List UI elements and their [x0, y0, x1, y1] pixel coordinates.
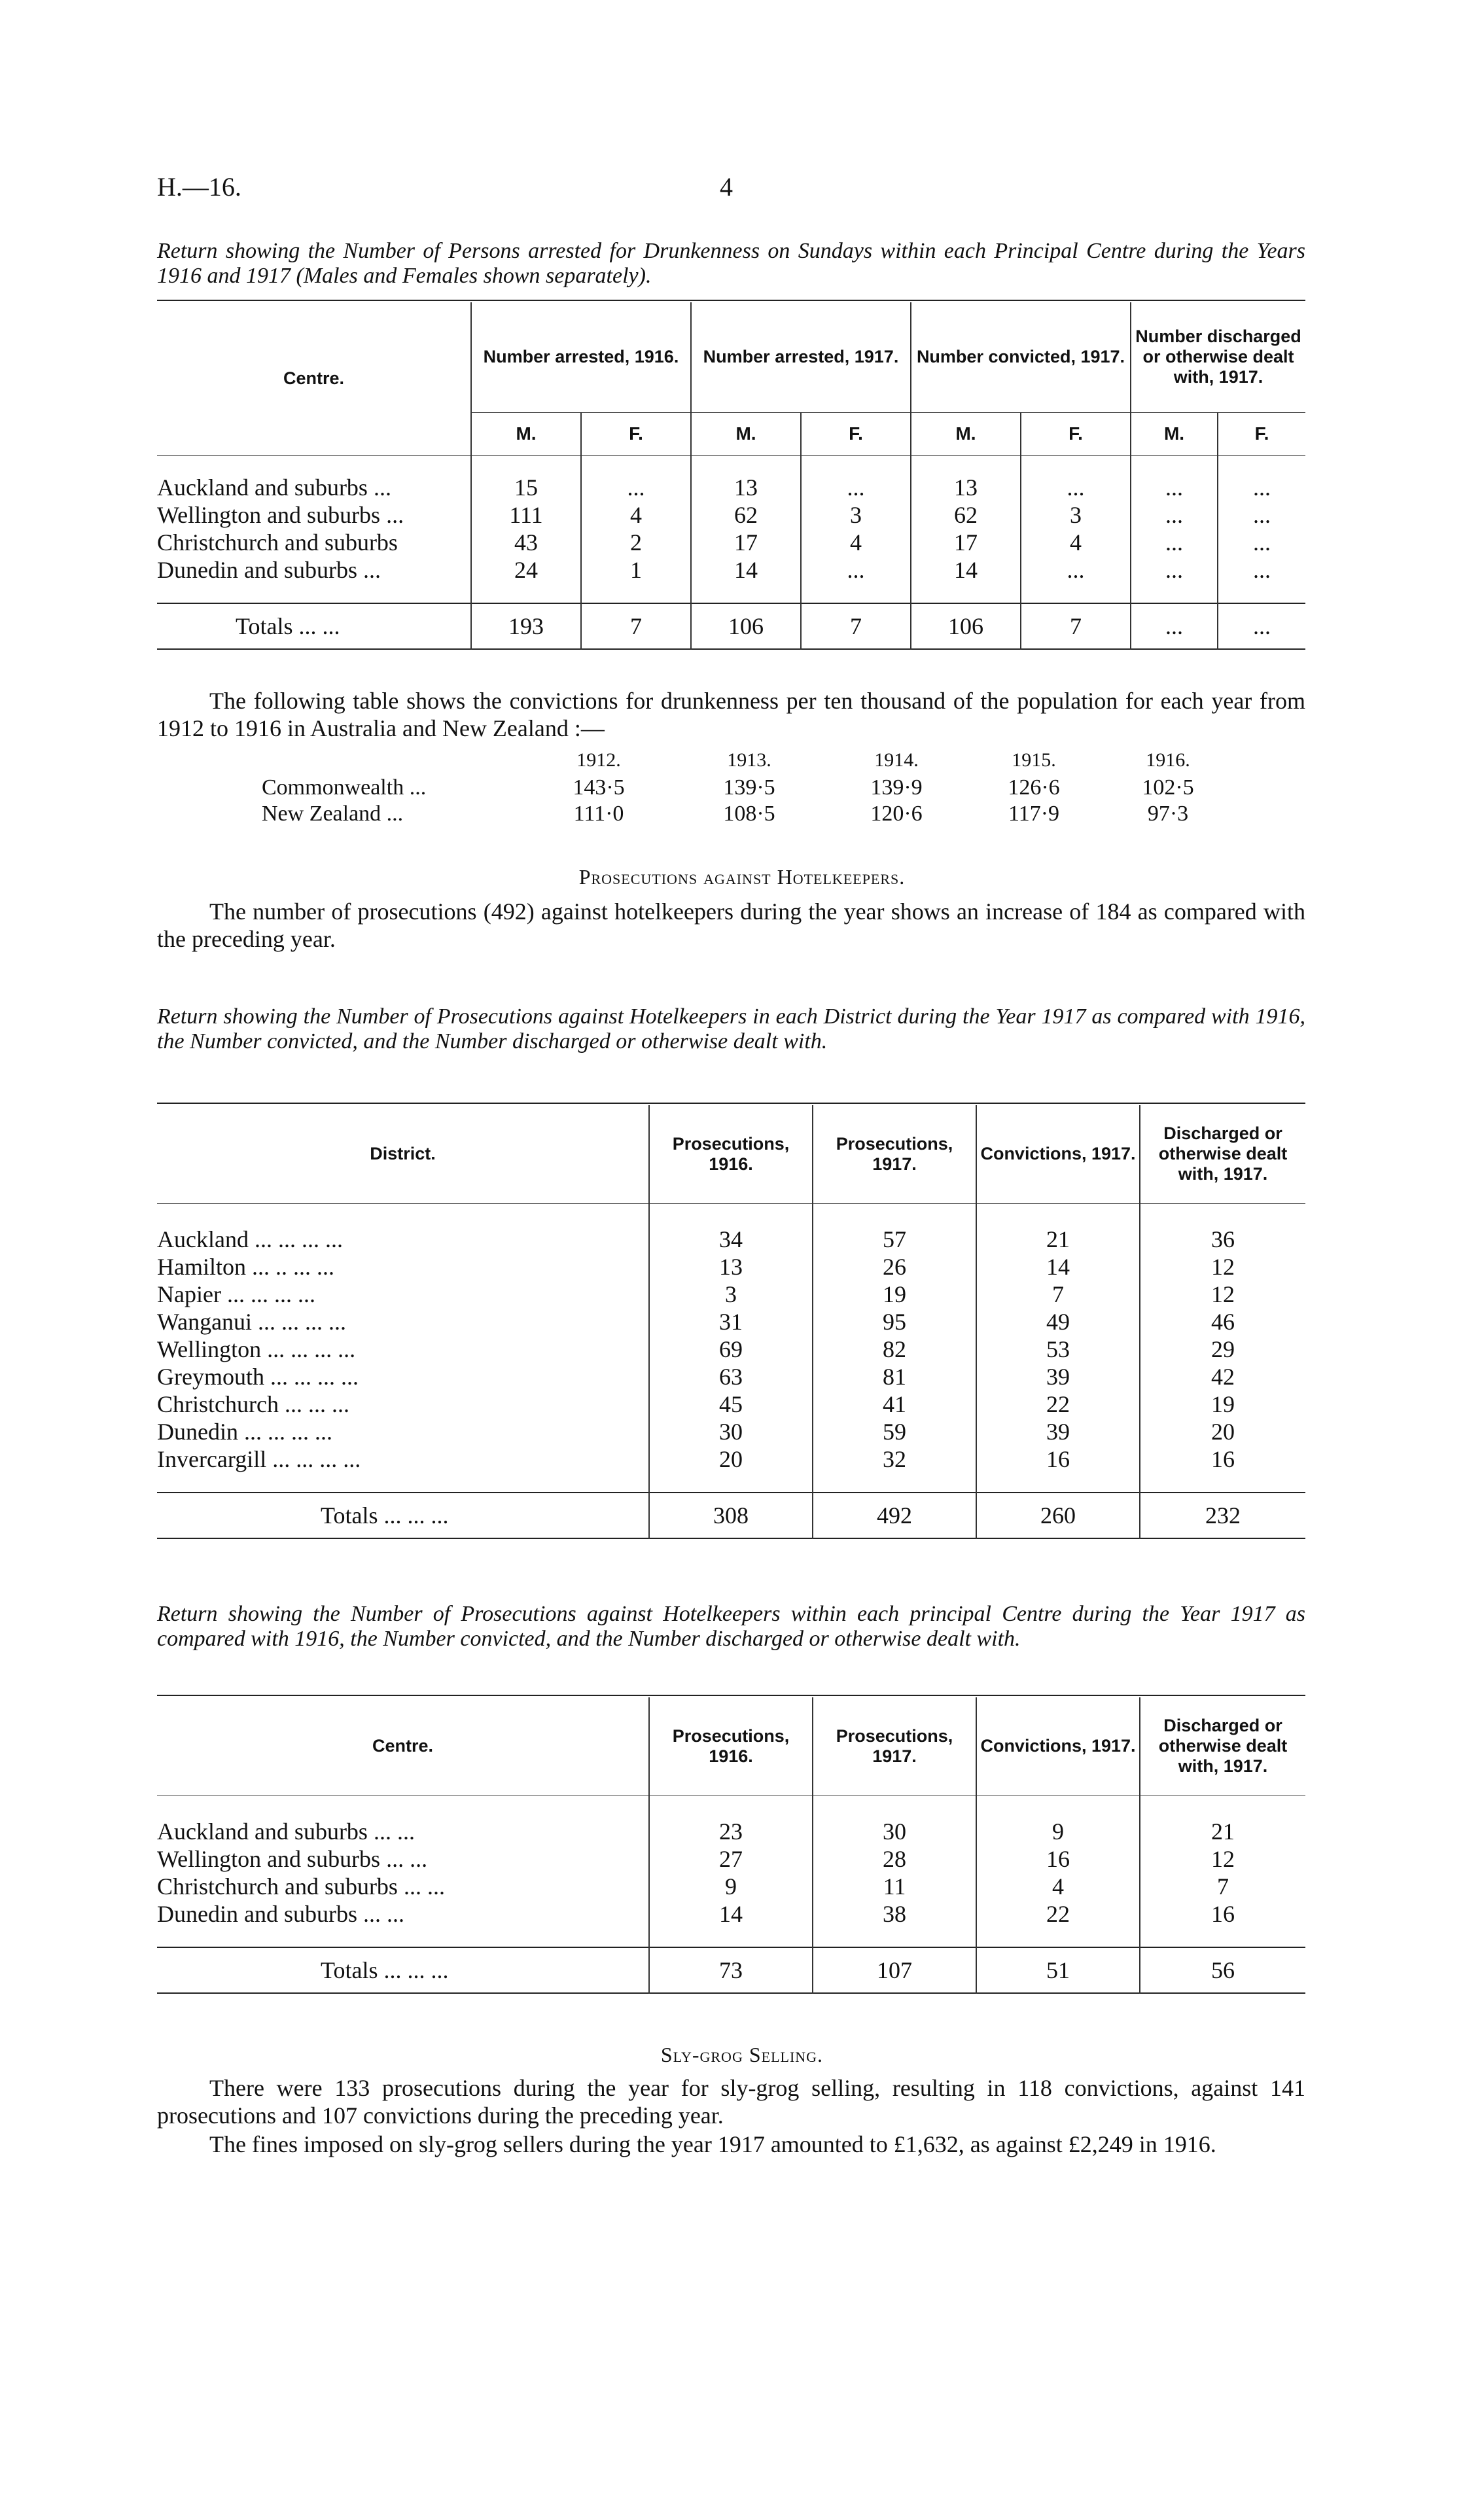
- table-row: Christchurch and suburbs 43 2 17 4 17 4 ... ...: [157, 529, 1305, 556]
- table-row: Christchurch ... ... ... 45 41 22 19: [157, 1390, 1305, 1418]
- prosecutions-heading: Prosecutions against Hotelkeepers.: [578, 865, 906, 889]
- rates-value: 126·6: [1008, 775, 1060, 800]
- table2-caption: Return showing the Number of Prosecutions against Hotelkeepers in each District during the Year 1917 as compared with 1916, the Number convicted, and the Number discharged or otherwise dealt with.: [157, 1004, 1305, 1053]
- table1-f: F.: [581, 412, 691, 455]
- table1-caption: Return showing the Number of Persons arrested for Drunkenness on Sundays within each Principal Centre during the Years 1916 and 1917 (Males and Females shown separately).: [157, 239, 1305, 288]
- table1-f: F.: [801, 412, 911, 455]
- table-row: Invercargill ... ... ... ... 20 32 16 16: [157, 1445, 1305, 1473]
- page-number: 4: [720, 172, 733, 202]
- slygrog-paragraph-2: The fines imposed on sly-grog sellers during the year 1917 amounted to £1,632, as against £2,249 in 1916.: [209, 2131, 1216, 2157]
- rates-row-label: New Zealand ...: [262, 802, 404, 826]
- rates-intro: The following table shows the convictions for drunkenness per ten thousand of the population for each year from 1912 to 1916 in Australia and New Zealand :—: [157, 688, 1305, 741]
- table-row: Christchurch and suburbs ... ... 9 11 4 7: [157, 1873, 1305, 1900]
- table1-col-arrested-1916: Number arrested, 1916.: [471, 302, 691, 412]
- rates-value: 102·5: [1142, 775, 1194, 800]
- rates-value: 111·0: [573, 802, 624, 826]
- rates-value: 143·5: [573, 775, 625, 800]
- slygrog-heading: Sly-grog Selling.: [660, 2043, 824, 2066]
- table-row: Wellington and suburbs ... 111 4 62 3 62 3 ... ...: [157, 501, 1305, 529]
- prosecutions-text: The number of prosecutions (492) against hotelkeepers during the year shows an increase of 184 as compared with the preceding year.: [157, 898, 1305, 952]
- table1-m: M.: [911, 412, 1021, 455]
- table3-col-centre: Centre.: [372, 1736, 434, 1756]
- table1-m: M.: [691, 412, 801, 455]
- table-row: Wellington and suburbs ... ... 27 28 16 12: [157, 1845, 1305, 1873]
- table-row: Auckland ... ... ... ... 34 57 21 36: [157, 1226, 1305, 1253]
- rates-value: 139·9: [870, 775, 923, 800]
- rates-year: 1916.: [1146, 749, 1190, 771]
- rates-value: 97·3: [1147, 802, 1189, 826]
- table3-col-pros-1917: Prosecutions, 1917.: [813, 1697, 976, 1796]
- table2: [157, 1105, 1305, 1539]
- table1: [157, 302, 1305, 650]
- table-row: Dunedin and suburbs ... 24 1 14 ... 14 ... ... ...: [157, 556, 1305, 584]
- table3-col-discharged-1917: Discharged or otherwise dealt with, 1917.: [1140, 1697, 1305, 1796]
- table2-col-discharged-1917: Discharged or otherwise dealt with, 1917.: [1140, 1105, 1305, 1203]
- table-row: Auckland and suburbs ... 15 ... 13 ... 13 ... ... ...: [157, 474, 1305, 501]
- table1-m: M.: [1131, 412, 1218, 455]
- table-row: Auckland and suburbs ... ... 23 30 9 21: [157, 1818, 1305, 1845]
- table3-col-convictions-1917: Convictions, 1917.: [976, 1697, 1140, 1796]
- table1-f: F.: [1021, 412, 1131, 455]
- rates-year: 1912.: [576, 749, 621, 771]
- table1-col-convicted-1917: Number convicted, 1917.: [911, 302, 1131, 412]
- table1-col-discharged-1917: Number discharged or otherwise dealt with, 1917.: [1131, 302, 1305, 412]
- table-row: Dunedin and suburbs ... ... 14 38 22 16: [157, 1900, 1305, 1928]
- table1-col-arrested-1917: Number arrested, 1917.: [691, 302, 911, 412]
- table-row: Hamilton ... .. ... ... 13 26 14 12: [157, 1253, 1305, 1281]
- rates-value: 117·9: [1008, 802, 1060, 826]
- table3-caption: Return showing the Number of Prosecutions against Hotelkeepers within each principal Centre during the Year 1917 as compared with 1916, the Number convicted, and the Number discharged or otherwise dealt with.: [157, 1602, 1305, 1651]
- table1-col-centre: Centre.: [283, 368, 345, 389]
- document-code: H.—16.: [157, 172, 241, 202]
- table-row: Wanganui ... ... ... ... 31 95 49 46: [157, 1308, 1305, 1336]
- rates-year: 1914.: [874, 749, 919, 771]
- rates-value: 120·6: [870, 802, 923, 826]
- table2-totals-row: Totals ... ... ... 308 492 260 232: [157, 1493, 1305, 1538]
- table3-totals-row: Totals ... ... ... 73 107 51 56: [157, 1947, 1305, 1993]
- table2-col-pros-1917: Prosecutions, 1917.: [813, 1105, 976, 1203]
- rates-row-label: Commonwealth ...: [262, 775, 427, 800]
- slygrog-paragraph-1: There were 133 prosecutions during the year for sly-grog selling, resulting in 118 convictions, against 141 prosecutions and 107 convictions during the preceding year.: [157, 2075, 1305, 2129]
- table2-col-convictions-1917: Convictions, 1917.: [976, 1105, 1140, 1203]
- table1-f: F.: [1218, 412, 1305, 455]
- table-row: Wellington ... ... ... ... 69 82 53 29: [157, 1336, 1305, 1363]
- table1-m: M.: [471, 412, 581, 455]
- rates-table: [0, 749, 1484, 828]
- table3: [157, 1697, 1305, 1994]
- rates-year: 1913.: [727, 749, 771, 771]
- table-row: Dunedin ... ... ... ... 30 59 39 20: [157, 1418, 1305, 1445]
- table2-col-pros-1916: Prosecutions, 1916.: [649, 1105, 813, 1203]
- table3-col-pros-1916: Prosecutions, 1916.: [649, 1697, 813, 1796]
- table1-totals-row: Totals ... ... 193 7 106 7 106 7 ... ...: [157, 603, 1305, 649]
- rates-value: 108·5: [723, 802, 775, 826]
- table-row: Napier ... ... ... ... 3 19 7 12: [157, 1281, 1305, 1308]
- table-row: Greymouth ... ... ... ... 63 81 39 42: [157, 1363, 1305, 1390]
- rates-value: 139·5: [723, 775, 775, 800]
- rates-year: 1915.: [1012, 749, 1056, 771]
- table2-col-district: District.: [370, 1144, 436, 1164]
